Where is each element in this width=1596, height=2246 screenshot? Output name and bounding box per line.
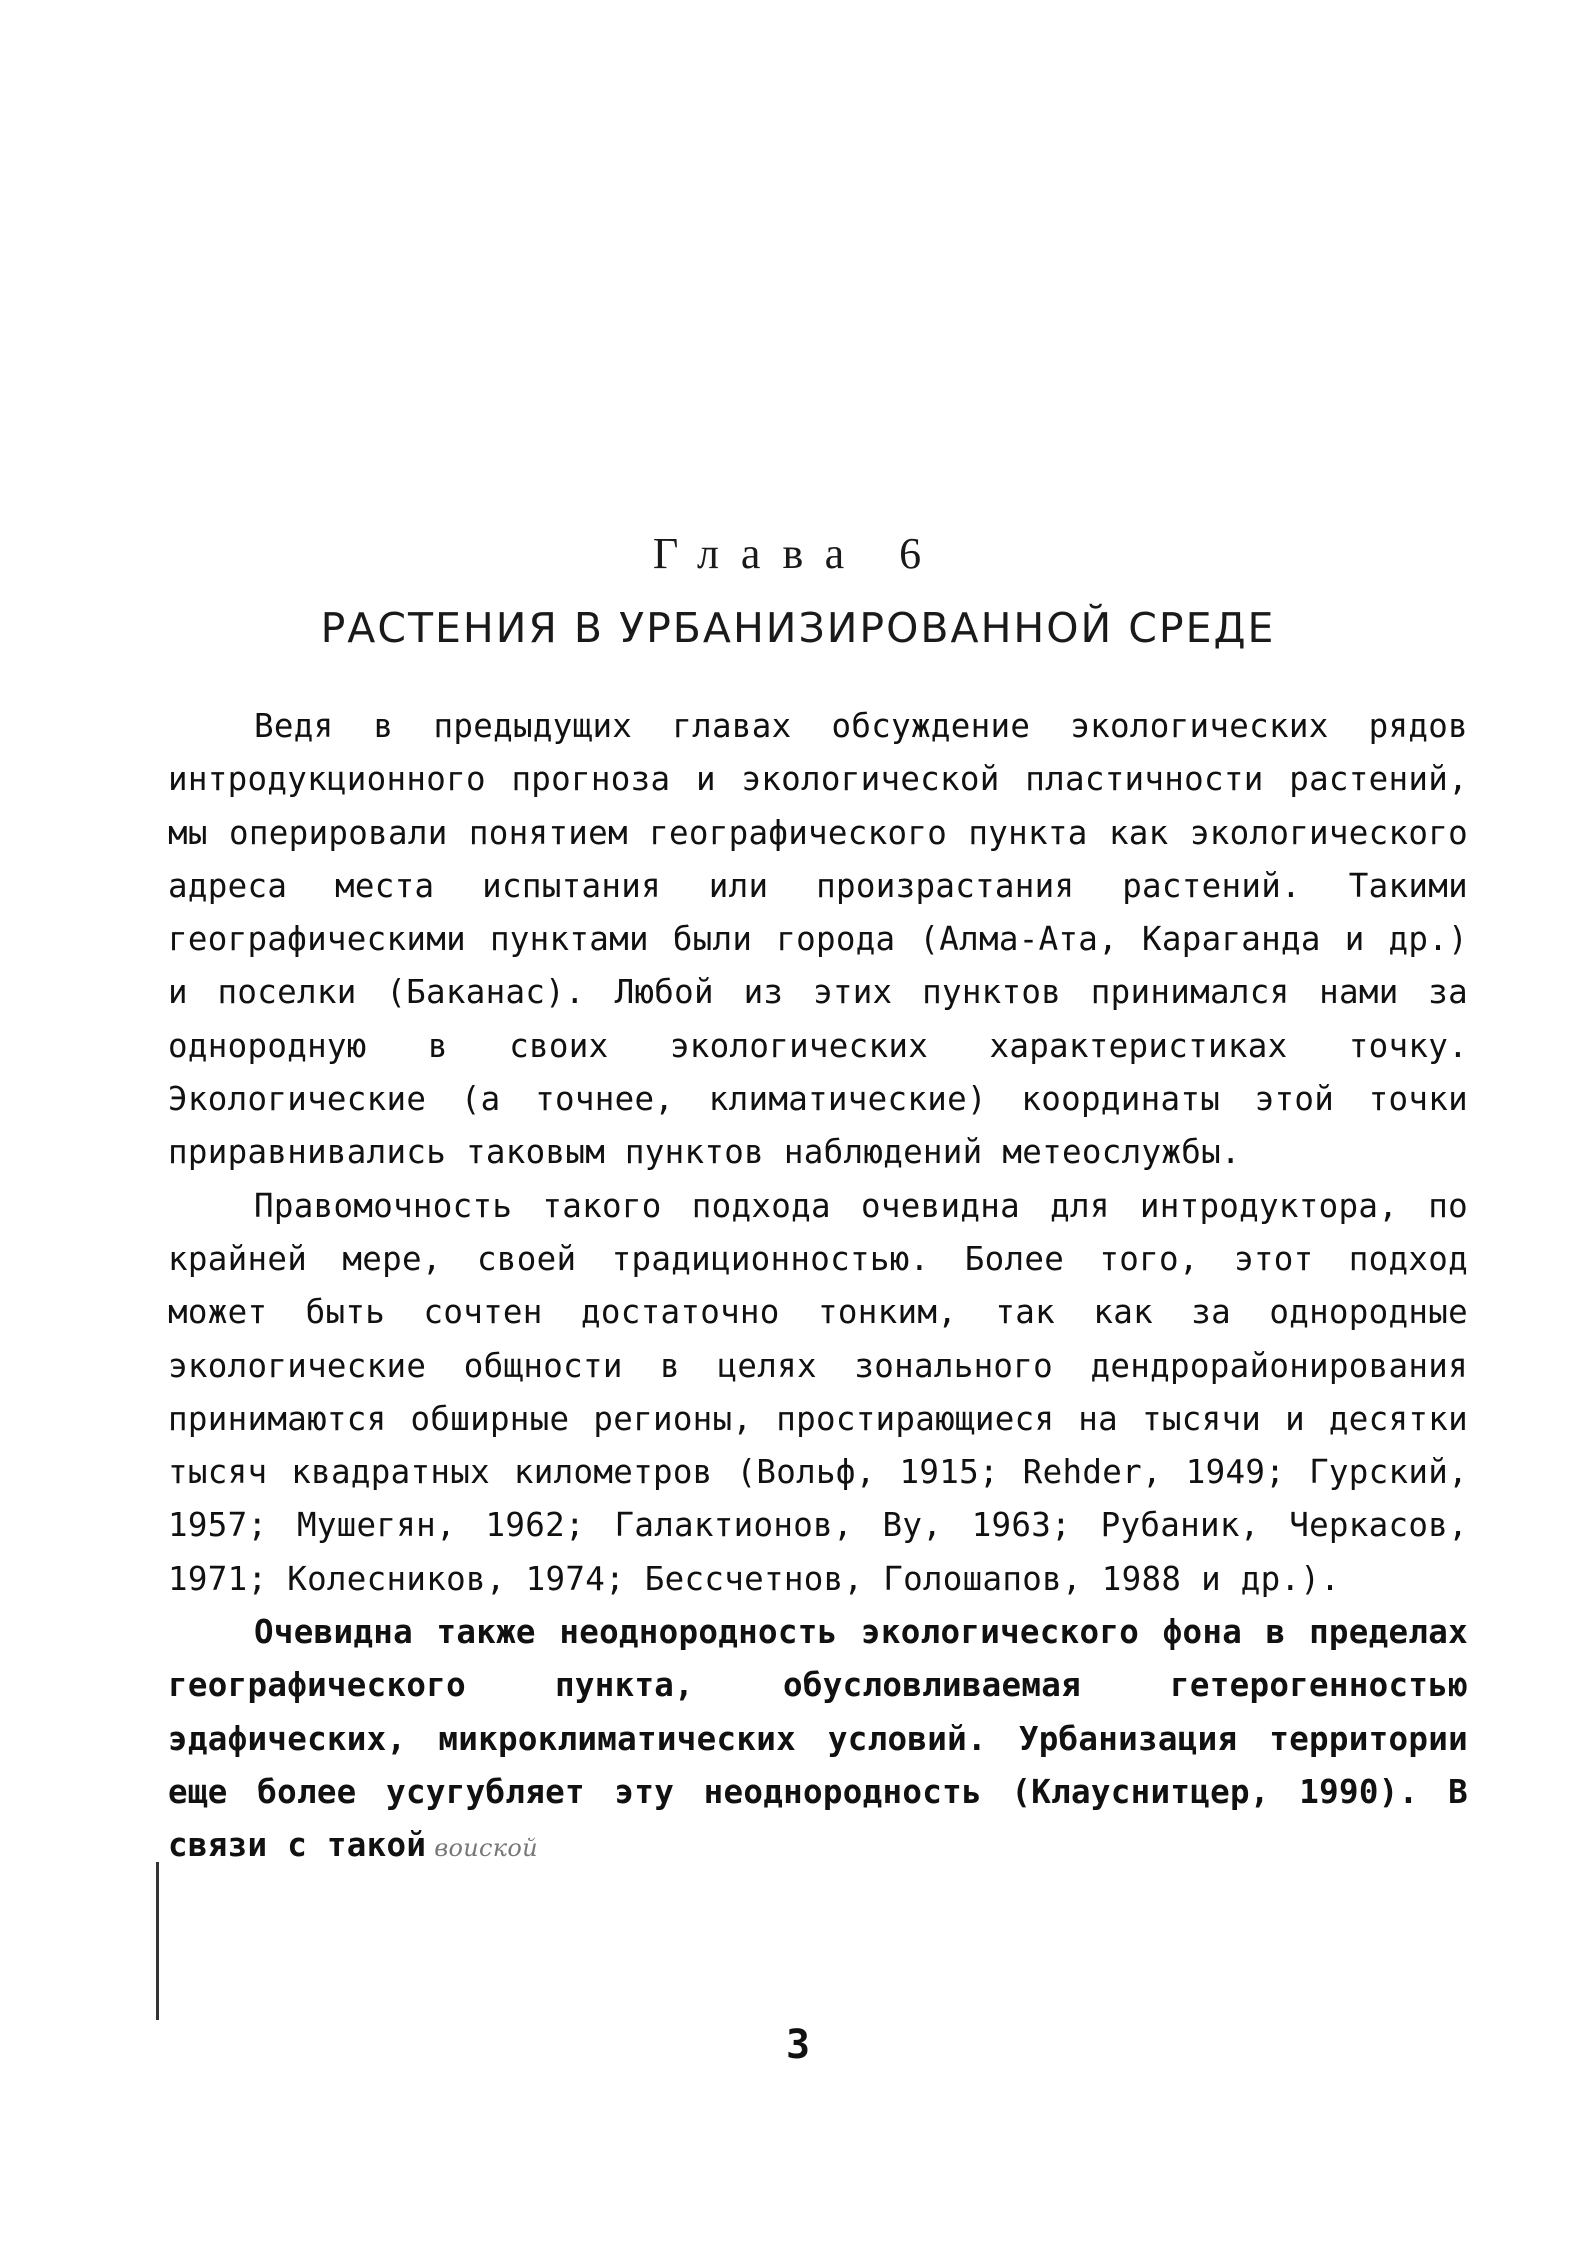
chapter-label: Глава 6 [652,529,944,578]
paragraph-2: Правомочность такого подхода очевидна для интродуктора, по крайней мере, своей традиционностью. Более того, этот подход может быть сочтен достаточно тонким, так как за однородные экологические общности в целях зонального дендрорайонирования принимаются обширные регионы, простирающиеся на тысячи и десятки тысяч квадратных километров (Вольф, 1915; Rehder, 1949; Гурский, 1957; Мушегян, 1962; Галактионов, Ву, 1963; Рубаник, Черкасов, 1971; Колесников, 1974; Бессчетнов, Голошапов, 1988 и др.). [168,1186,1468,1598]
paragraph-3 [168,1606,1468,1875]
paragraph-1: Ведя в предыдущих главах обсуждение экологических рядов интродукционного прогноза и экологической пластичности растений, мы оперировали понятием географического пункта как экологического адреса места испытания или произрастания растений. Такими географическими пунктами были города (Алма-Ата, Караганда и др.) и поселки (Баканас). Любой из этих пунктов принимался нами за однородную в своих экологических характеристиках точку. Экологические (а точнее, климатические) координаты этой точки приравнивались таковым пунктов наблюдений метеослужбы. [168,707,1468,1172]
margin-bracket-line [156,1862,159,2020]
paragraph-3-text: Очевидна также неоднородность экологического фона в пределах географического пункта, обусловливаемая гетерогенностью эдафических, микроклиматических условий. Урбанизация территории еще более усугубляет эту неоднородность (Клауснитцер, 1990). В связи с такой [168,1613,1468,1865]
body-text [168,700,1468,1876]
handwritten-marginal-note: воиской [434,1834,538,1863]
chapter-title: РАСТЕНИЯ В УРБАНИЗИРОВАННОЙ СРЕДЕ [320,604,1276,652]
page-number: 3 [785,2022,811,2068]
